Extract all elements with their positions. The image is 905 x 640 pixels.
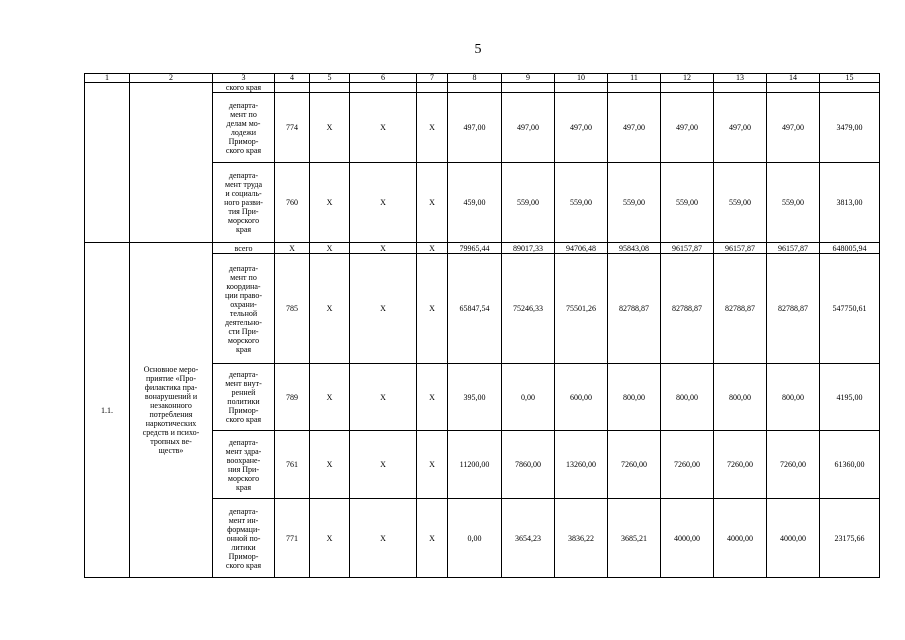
column-header-8: 8 [448, 74, 502, 83]
section-name: Основное меро- приятие «Про- филактика пра- вонарушений и незаконного потребления наркотических средств и психо- тропных ве- ществ» [130, 243, 213, 578]
column-header-7: 7 [417, 74, 448, 83]
cell-value: 7260,00 [767, 431, 820, 499]
cell-value: 95843,08 [608, 243, 661, 254]
cell-value: 800,00 [608, 364, 661, 431]
cell-value: 82788,87 [661, 254, 714, 364]
cell-value: 13260,00 [555, 431, 608, 499]
cell-value: 0,00 [448, 499, 502, 578]
cell-empty [767, 83, 820, 93]
cell-x: X [350, 254, 417, 364]
cell-value: 82788,87 [608, 254, 661, 364]
cell-value: 75246,33 [502, 254, 555, 364]
cell-value: 96157,87 [767, 243, 820, 254]
cell-value: 89017,33 [502, 243, 555, 254]
cell-value: 497,00 [608, 93, 661, 163]
cell-x: X [417, 163, 448, 243]
cell-value: 395,00 [448, 364, 502, 431]
cell-value: 7860,00 [502, 431, 555, 499]
cell-value: 497,00 [714, 93, 767, 163]
column-header-1: 1 [85, 74, 130, 83]
cell-value: 3685,21 [608, 499, 661, 578]
cell-value: 559,00 [767, 163, 820, 243]
page-number: 5 [474, 42, 482, 57]
cell-value: 23175,66 [820, 499, 880, 578]
cell-value: 497,00 [555, 93, 608, 163]
cell-value: 61360,00 [820, 431, 880, 499]
cell-empty [417, 83, 448, 93]
column-header-15: 15 [820, 74, 880, 83]
cell-value: 7260,00 [608, 431, 661, 499]
cell-x: X [417, 254, 448, 364]
column-header-14: 14 [767, 74, 820, 83]
cell-value: 547750,61 [820, 254, 880, 364]
cell-value: 82788,87 [767, 254, 820, 364]
cell-value: 497,00 [661, 93, 714, 163]
column-header-3: 3 [213, 74, 275, 83]
cell-value: 3813,00 [820, 163, 880, 243]
cell-x: X [310, 499, 350, 578]
cell-x: X [350, 431, 417, 499]
cell-code: 785 [275, 254, 310, 364]
section-number: 1.1. [85, 243, 130, 578]
cell-empty [820, 83, 880, 93]
cell-x: X [310, 93, 350, 163]
cell-value: 4195,00 [820, 364, 880, 431]
cell-empty [555, 83, 608, 93]
cell-value: 11200,00 [448, 431, 502, 499]
cell-x: X [310, 254, 350, 364]
cell-value: 82788,87 [714, 254, 767, 364]
header-row [85, 74, 880, 83]
cell-value: 800,00 [714, 364, 767, 431]
cell-org: департа- мент ин- формаци- онной по- литики Примор- ского края [213, 499, 275, 578]
column-header-4: 4 [275, 74, 310, 83]
cell-num [85, 83, 130, 243]
cell-value: 559,00 [555, 163, 608, 243]
column-header-9: 9 [502, 74, 555, 83]
cell-value: 648005,94 [820, 243, 880, 254]
cell-value: 7260,00 [714, 431, 767, 499]
cell-x: X [417, 431, 448, 499]
cell-x: X [417, 243, 448, 254]
cell-empty [448, 83, 502, 93]
cell-code: 774 [275, 93, 310, 163]
cell-value: 559,00 [608, 163, 661, 243]
cell-code: 760 [275, 163, 310, 243]
cell-x: X [310, 431, 350, 499]
cell-empty [310, 83, 350, 93]
cell-org: ского края [213, 83, 275, 93]
cell-value: 4000,00 [714, 499, 767, 578]
cell-x: X [417, 499, 448, 578]
cell-org: департа- мент здра- воохране- ния При- морского края [213, 431, 275, 499]
column-header-6: 6 [350, 74, 417, 83]
cell-x: X [350, 163, 417, 243]
cell-x: X [350, 499, 417, 578]
cell-value: 3479,00 [820, 93, 880, 163]
cell-name [130, 83, 213, 243]
cell-value: 65847,54 [448, 254, 502, 364]
cell-empty [608, 83, 661, 93]
cell-total-label: всего [213, 243, 275, 254]
cell-code: 789 [275, 364, 310, 431]
cell-value: 3654,23 [502, 499, 555, 578]
cell-code: 771 [275, 499, 310, 578]
cell-x: X [310, 364, 350, 431]
cell-value: 7260,00 [661, 431, 714, 499]
cell-org: департа- мент по делам мо- лодежи Примор- ского края [213, 93, 275, 163]
cell-value: 497,00 [502, 93, 555, 163]
cell-value: 497,00 [448, 93, 502, 163]
column-header-5: 5 [310, 74, 350, 83]
cell-value: 600,00 [555, 364, 608, 431]
cell-x: X [417, 93, 448, 163]
cell-value: 559,00 [661, 163, 714, 243]
cell-empty [350, 83, 417, 93]
cell-value: 96157,87 [714, 243, 767, 254]
cell-value: 4000,00 [661, 499, 714, 578]
cell-x: X [350, 243, 417, 254]
cell-value: 497,00 [767, 93, 820, 163]
column-header-12: 12 [661, 74, 714, 83]
cell-value: 3836,22 [555, 499, 608, 578]
cell-value: 559,00 [714, 163, 767, 243]
cell-value: 459,00 [448, 163, 502, 243]
table-row [85, 83, 880, 93]
cell-value: 559,00 [502, 163, 555, 243]
cell-code: 761 [275, 431, 310, 499]
cell-value: 96157,87 [661, 243, 714, 254]
cell-value: 79965,44 [448, 243, 502, 254]
cell-x: X [310, 163, 350, 243]
cell-org: департа- мент по координа- ции право- охрани- тельной деятельно- сти При- морского края [213, 254, 275, 364]
cell-value: 800,00 [767, 364, 820, 431]
column-header-13: 13 [714, 74, 767, 83]
cell-x: X [417, 364, 448, 431]
cell-x: X [350, 93, 417, 163]
cell-value: 4000,00 [767, 499, 820, 578]
cell-empty [502, 83, 555, 93]
cell-x: X [275, 243, 310, 254]
cell-empty [714, 83, 767, 93]
cell-value: 75501,26 [555, 254, 608, 364]
column-header-2: 2 [130, 74, 213, 83]
column-header-10: 10 [555, 74, 608, 83]
cell-value: 0,00 [502, 364, 555, 431]
column-header-11: 11 [608, 74, 661, 83]
cell-org: департа- мент труда и социаль- ного разви- тия При- морского края [213, 163, 275, 243]
cell-empty [661, 83, 714, 93]
budget-table [84, 73, 880, 578]
section-total-row [85, 243, 880, 254]
cell-value: 800,00 [661, 364, 714, 431]
cell-x: X [310, 243, 350, 254]
cell-empty [275, 83, 310, 93]
cell-org: департа- мент внут- ренней политики Примор- ского края [213, 364, 275, 431]
cell-x: X [350, 364, 417, 431]
cell-value: 94706,48 [555, 243, 608, 254]
